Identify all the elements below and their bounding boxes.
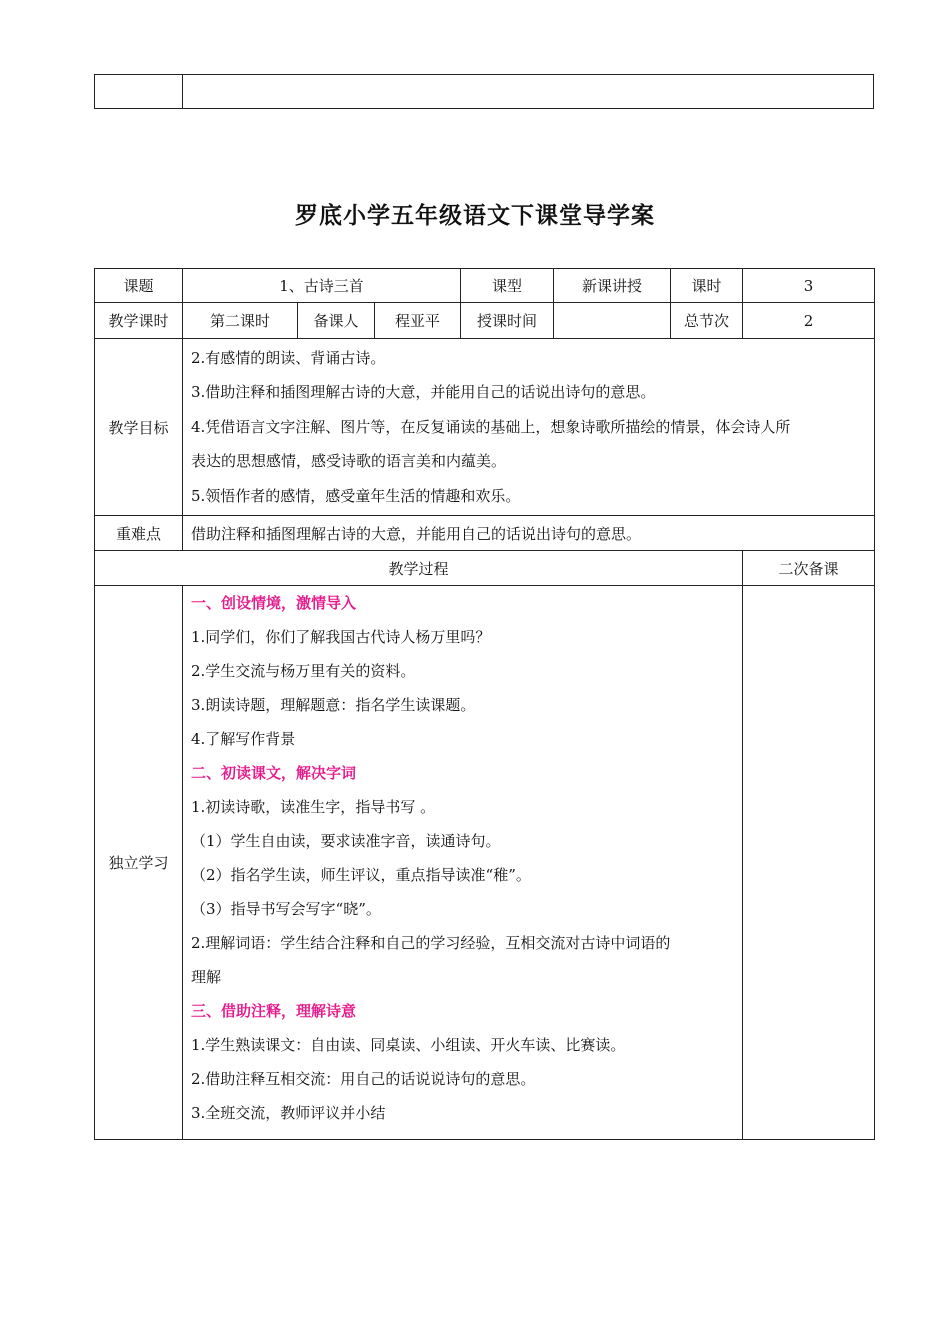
study-line: （2）指名学生读，师生评议，重点指导读准“稚”。 xyxy=(191,866,531,884)
study-lines xyxy=(183,586,742,1130)
process-header: 教学过程 xyxy=(95,551,743,586)
study-line: 3.朗读诗题，理解题意：指名学生读课题。 xyxy=(191,696,476,714)
study-line: （1）学生自由读，要求读准字音，读通诗句。 xyxy=(191,832,501,850)
lesson-plan-table xyxy=(94,268,875,1140)
header-cell-right xyxy=(183,75,874,109)
study-line: 1.初读诗歌，读准生字，指导书写 。 xyxy=(191,798,436,816)
study-content xyxy=(183,586,743,1140)
goal-line: 4.凭借语言文字注解、图片等，在反复诵读的基础上，想象诗歌所描绘的情景，体会诗人所 xyxy=(191,417,791,436)
time-value xyxy=(554,303,671,339)
study-line: 理解 xyxy=(191,968,222,986)
study-line: 2.理解词语：学生结合注释和自己的学习经验，互相交流对古诗中词语的 xyxy=(191,934,671,952)
key-points-label: 重难点 xyxy=(95,516,183,551)
goal-line: 3.借助注释和插图理解古诗的大意，并能用自己的话说出诗句的意思。 xyxy=(191,383,656,402)
header-cell-left xyxy=(95,75,183,109)
header-table xyxy=(94,74,874,109)
second-prep-cell xyxy=(743,586,875,1140)
study-line: 2.借助注释互相交流：用自己的话说说诗句的意思。 xyxy=(191,1070,536,1088)
section-heading: 三、借助注释，理解诗意 xyxy=(191,1002,357,1020)
page-title: 罗底小学五年级语文下课堂导学案 xyxy=(295,203,655,229)
study-line: 2.学生交流与杨万里有关的资料。 xyxy=(191,662,416,680)
study-line: 1.学生熟读课文：自由读、同桌读、小组读、开火车读、比赛读。 xyxy=(191,1036,626,1054)
goal-line: 2.有感情的朗读、背诵古诗。 xyxy=(191,348,386,367)
goals-content xyxy=(183,339,875,516)
total-label: 总节次 xyxy=(671,303,743,339)
time-label: 授课时间 xyxy=(461,303,554,339)
topic-label: 课题 xyxy=(95,269,183,303)
goals-label: 教学目标 xyxy=(95,339,183,516)
goal-line: 表达的思想感情，感受诗歌的语言美和内蕴美。 xyxy=(191,452,507,471)
key-points-text: 借助注释和插图理解古诗的大意，并能用自己的话说出诗句的意思。 xyxy=(183,516,875,551)
goal-line: 5.领悟作者的感情，感受童年生活的情趣和欢乐。 xyxy=(191,486,521,505)
hours-value: 3 xyxy=(743,269,875,303)
study-line: 4.了解写作背景 xyxy=(191,730,296,748)
section-heading: 一、创设情境，激情导入 xyxy=(191,594,357,612)
second-prep-header: 二次备课 xyxy=(743,551,875,586)
preparer-value: 程亚平 xyxy=(375,303,461,339)
period-value: 第二课时 xyxy=(183,303,298,339)
section-heading: 二、初读课文，解决字词 xyxy=(191,764,357,782)
hours-label: 课时 xyxy=(671,269,743,303)
period-label: 教学课时 xyxy=(95,303,183,339)
preparer-label: 备课人 xyxy=(298,303,375,339)
study-line: （3）指导书写会写字“晓”。 xyxy=(191,900,381,918)
study-line: 1.同学们，你们了解我国古代诗人杨万里吗？ xyxy=(191,628,491,646)
study-line: 3.全班交流，教师评议并小结 xyxy=(191,1104,386,1122)
topic-value: 1、古诗三首 xyxy=(183,269,461,303)
study-label: 独立学习 xyxy=(95,586,183,1140)
total-value: 2 xyxy=(743,303,875,339)
type-label: 课型 xyxy=(461,269,554,303)
type-value: 新课讲授 xyxy=(554,269,671,303)
